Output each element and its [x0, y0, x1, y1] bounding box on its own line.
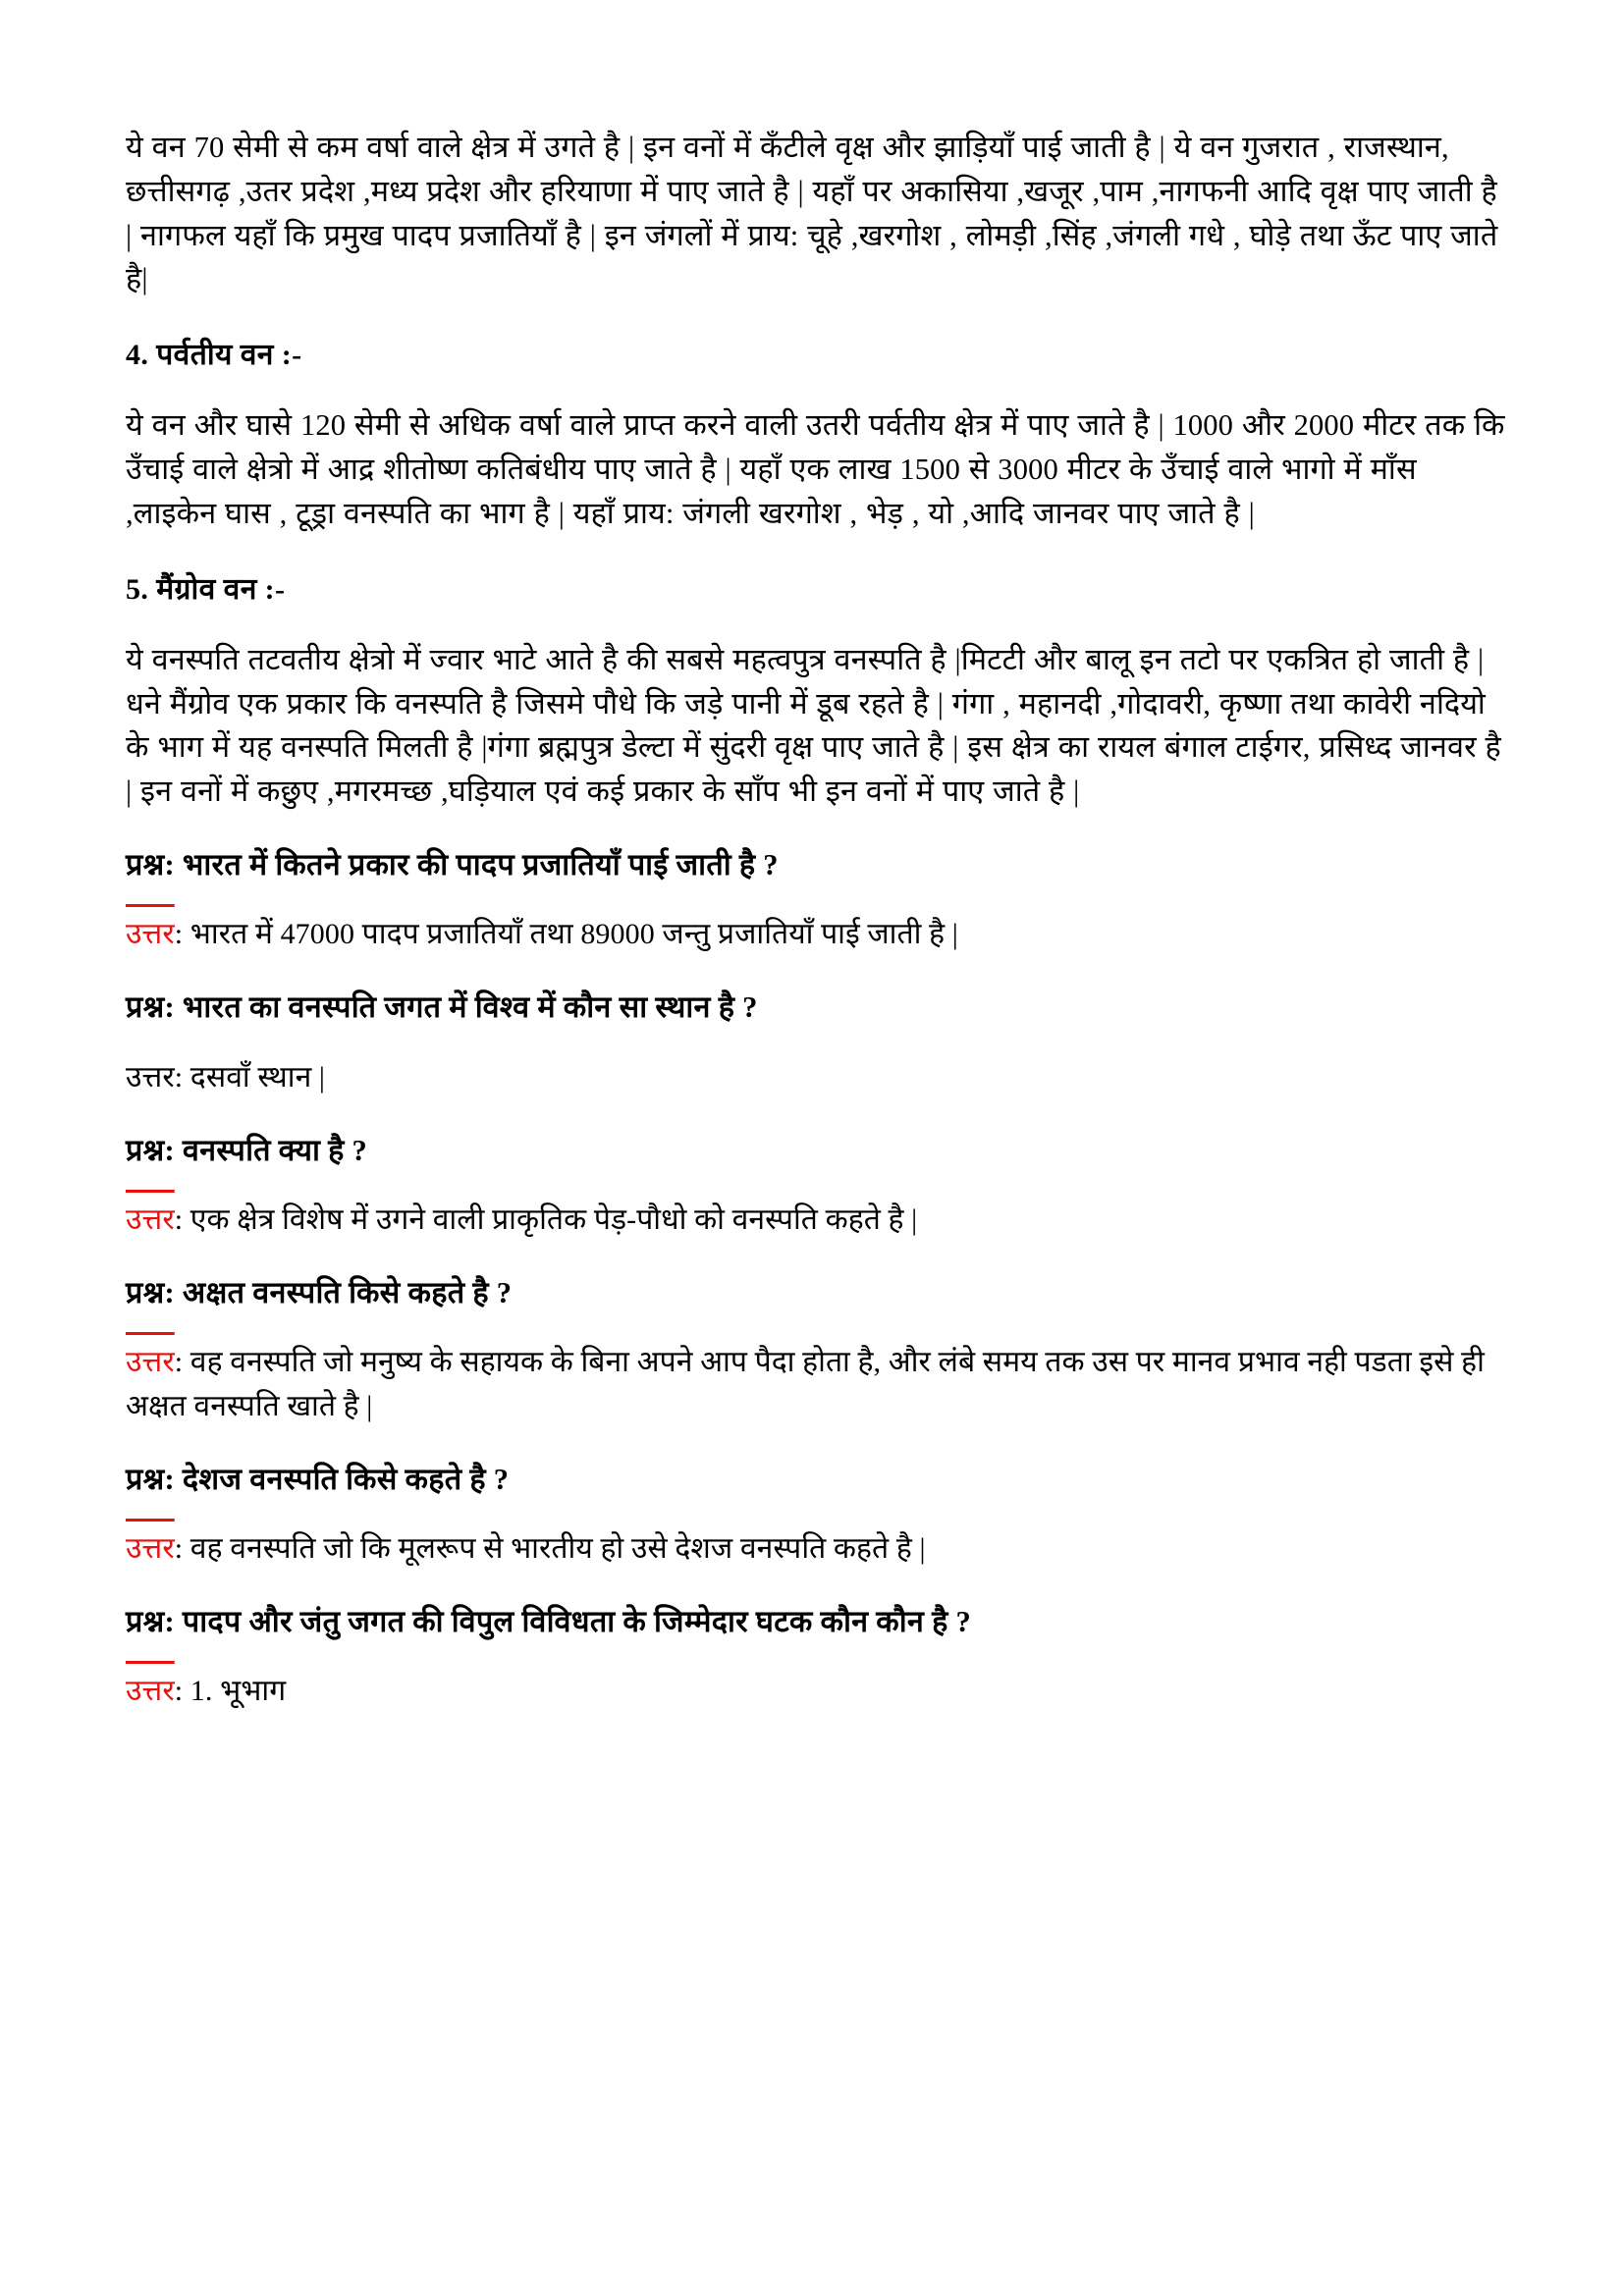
qa-section [126, 843, 1510, 1713]
answer-label-2: उत्तर [126, 1060, 175, 1094]
answer-label-4: उत्तर [126, 1345, 175, 1378]
answer-text-1: भारत में 47000 पादप प्रजातियाँ तथा 89000 जन्तु प्रजातियाँ पाई जाती है | [189, 918, 958, 951]
answer-4 [126, 1340, 1510, 1428]
paragraph-mountain-forest: ये वन और घासे 120 सेमी से अधिक वर्षा वाले प्राप्त करने वाली उतरी पर्वतीय क्षेत्र में पाए जाते है | 1000 और 2000 मीटर तक कि उँचाई वाले क्षेत्रो में आद्र शीतोष्ण कतिबंधीय पाए जाते है | यहाँ एक लाख 1500 से 3000 मीटर के उँचाई वाले भागो में माँस ,लाइकेन घास , टूड्रा वनस्पति का भाग है | यहाँ प्राय: जंगली खरगोश , भेड़ , यो ,आदि जानवर पाए जाते है | [126, 408, 1505, 530]
section-heading-mountain-forest: 4. पर्वतीय वन :- [126, 339, 302, 372]
paragraph-thorn-forest: ये वन 70 सेमी से कम वर्षा वाले क्षेत्र में उगते है | इन वनों में कँटीले वृक्ष और झाड़ियाँ पाई जाती है | ये वन गुजरात , राजस्थान, छत्तीसगढ़ ,उतर प्रदेश ,मध्य प्रदेश और हरियाणा में पाए जाते है | यहाँ पर अकासिया ,खजूर ,पाम ,नागफनी आदि वृक्ष पाए जाती है | नागफल यहाँ कि प्रमुख पादप प्रजातियाँ है | इन जंगलों में प्राय: चूहे ,खरगोश , लोमड़ी ,सिंह ,जंगली गधे , घोड़े तथा ऊँट पाए जाते है| [126, 131, 1498, 296]
question-5: प्रश्न: देशज वनस्पति किसे कहते है ? [126, 1462, 510, 1496]
question-2: प्रश्न: भारत का वनस्पति जगत में विश्व में कौन सा स्थान है ? [126, 990, 758, 1025]
answer-separator-4: : [174, 1345, 190, 1378]
answer-2 [126, 1055, 1510, 1099]
answer-label-5: उत्तर [126, 1532, 175, 1566]
answer-separator-2: : [174, 1060, 190, 1094]
answer-text-4: वह वनस्पति जो मनुष्य के सहायक के बिना अपने आप पैदा होता है, और लंबे समय तक उस पर मानव प्रभाव नही पडता इसे ही अक्षत वनस्पति खाते है | [126, 1345, 1485, 1422]
answer-separator-5: : [174, 1532, 190, 1566]
section-heading-mangrove-forest: 5. मैंग्रोव वन :- [126, 572, 286, 606]
answer-separator-1: : [174, 918, 190, 951]
answer-text-6: 1. भूभाग [189, 1675, 287, 1708]
paragraph-mangrove-forest: ये वनस्पति तटवतीय क्षेत्रो में ज्वार भाटे आते है की सबसे महत्वपुत्र वनस्पति है |मिटटी और बालू इन तटो पर एकत्रित हो जाती है | धने मैंग्रोव एक प्रकार कि वनस्पति है जिसमे पौधे कि जड़े पानी में डूब रहते है | गंगा , महानदी ,गोदावरी, कृष्णा तथा कावेरी नदियो के भाग में यह वनस्पति मिलती है |गंगा ब्रह्मपुत्र डेल्टा में सुंदरी वृक्ष पाए जाते है | इस क्षेत्र का रायल बंगाल टाईगर, प्रसिध्द जानवर है | इन वनों में कछुए ,मगरमच्छ ,घड़ियाल एवं कई प्रकार के साँप भी इन वनों में पाए जाते है | [126, 642, 1501, 809]
answer-3 [126, 1198, 1510, 1242]
question-1: प्रश्न: भारत में कितने प्रकार की पादप प्रजातियाँ पाई जाती है ? [126, 848, 779, 882]
answer-6 [126, 1669, 1510, 1713]
answer-separator-6: : [174, 1675, 190, 1708]
answer-label-3: उत्तर [126, 1202, 175, 1236]
answer-1 [126, 912, 1510, 956]
answer-text-3: एक क्षेत्र विशेष में उगने वाली प्राकृतिक पेड़-पौधो को वनस्पति कहते है | [189, 1202, 918, 1236]
question-3: प्रश्न: वनस्पति क्या है ? [126, 1133, 368, 1167]
answer-text-2: दसवाँ स्थान | [189, 1060, 326, 1094]
answer-label-1: उत्तर [126, 918, 175, 951]
answer-text-5: वह वनस्पति जो कि मूलरूप से भारतीय हो उसे देशज वनस्पति कहते है | [189, 1532, 926, 1566]
answer-label-6: उत्तर [126, 1675, 175, 1708]
question-4: प्रश्न: अक्षत वनस्पति किसे कहते है ? [126, 1275, 513, 1309]
answer-5 [126, 1526, 1510, 1571]
document-content [126, 126, 1510, 1713]
answer-separator-3: : [174, 1202, 190, 1236]
question-6: प्रश्न: पादप और जंतु जगत की विपुल विविधता के जिम्मेदार घटक कौन कौन है ? [126, 1605, 972, 1639]
